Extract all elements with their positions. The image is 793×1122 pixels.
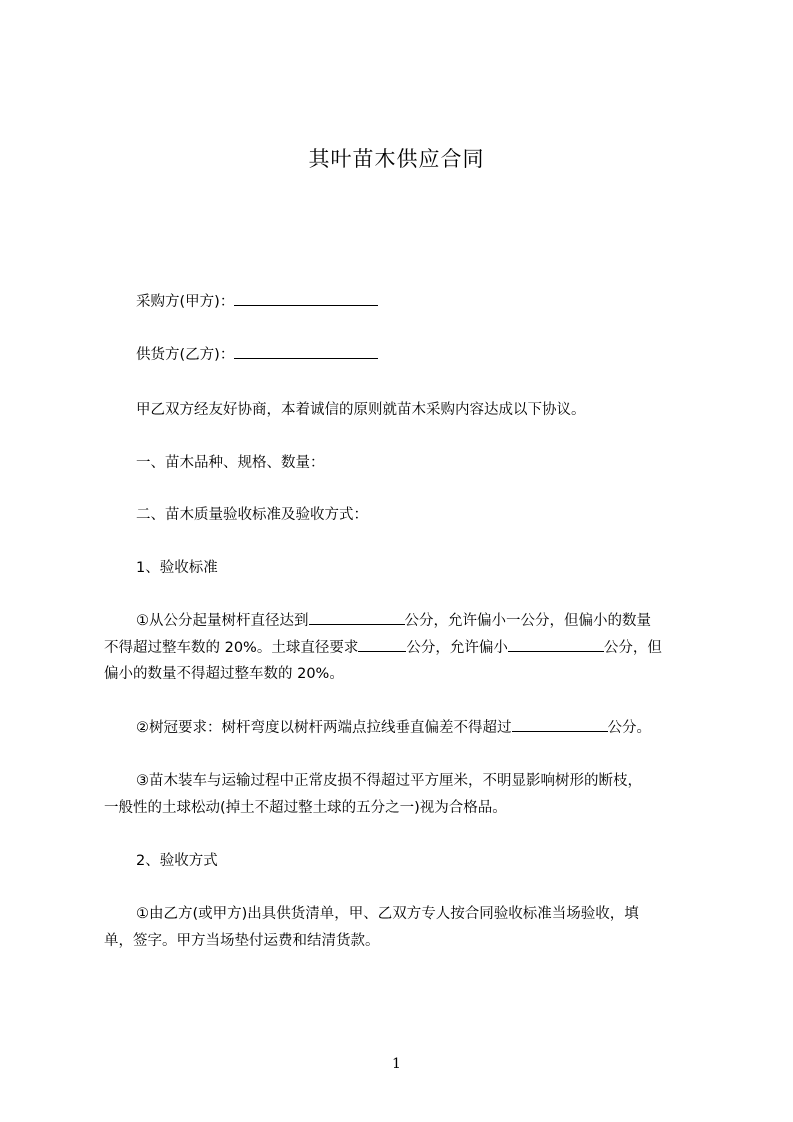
item1-line2 — [104, 637, 662, 658]
supplier-blank — [234, 344, 378, 359]
page-number: 1 — [392, 1056, 401, 1072]
item2-text-b: 公分。 — [607, 720, 651, 736]
supplier-line — [136, 344, 378, 365]
section-heading-1: 一、苗木品种、规格、数量： — [136, 455, 325, 471]
item1-text-b: 公分，允许偏小一公分，但偏小的数量 — [404, 613, 651, 629]
item1-line2-text-a: 不得超过整车数的 20%。土球直径要求 — [104, 640, 359, 656]
supplier-label: 供货方(乙方)： — [136, 347, 235, 363]
section-heading-2: 二、苗木质量验收标准及验收方式： — [136, 507, 368, 523]
tolerance-blank — [508, 637, 604, 652]
root-ball-blank — [358, 637, 406, 652]
document-title: 其叶苗木供应合同 — [308, 147, 485, 171]
buyer-blank — [234, 291, 378, 306]
item3-line2: 一般性的土球松动(掉土不超过整土球的五分之一)视为合格品。 — [104, 800, 507, 816]
intro-paragraph: 甲乙双方经友好协商，本着诚信的原则就苗木采购内容达成以下协议。 — [136, 402, 586, 418]
method-line2: 单，签字。甲方当场垫付运费和结清货款。 — [104, 933, 380, 949]
subheading-acceptance-standard: 1、验收标准 — [136, 560, 218, 576]
buyer-label: 采购方(甲方)： — [136, 294, 235, 310]
item3-line1: ③苗木装车与运输过程中正常皮损不得超过平方厘米，不明显影响树形的断枝， — [136, 773, 642, 789]
item1-text-a: ①从公分起量树杆直径达到 — [136, 613, 309, 629]
crown-deviation-blank — [512, 717, 608, 732]
item1-line1 — [136, 610, 651, 631]
item2-text-a: ②树冠要求：树杆弯度以树杆两端点拉线垂直偏差不得超过 — [136, 720, 512, 736]
item1-line2-text-c: 公分，但 — [603, 640, 662, 656]
trunk-diameter-blank — [309, 610, 405, 625]
buyer-line — [136, 291, 378, 312]
method-line1: ①由乙方(或甲方)出具供货清单，甲、乙双方专人按合同验收标准当场验收，填 — [136, 906, 639, 922]
subheading-acceptance-method: 2、验收方式 — [136, 853, 218, 869]
item2-line — [136, 717, 651, 738]
item1-line2-text-b: 公分，允许偏小 — [406, 640, 508, 656]
item1-line3: 偏小的数量不得超过整车数的 20%。 — [104, 666, 344, 682]
